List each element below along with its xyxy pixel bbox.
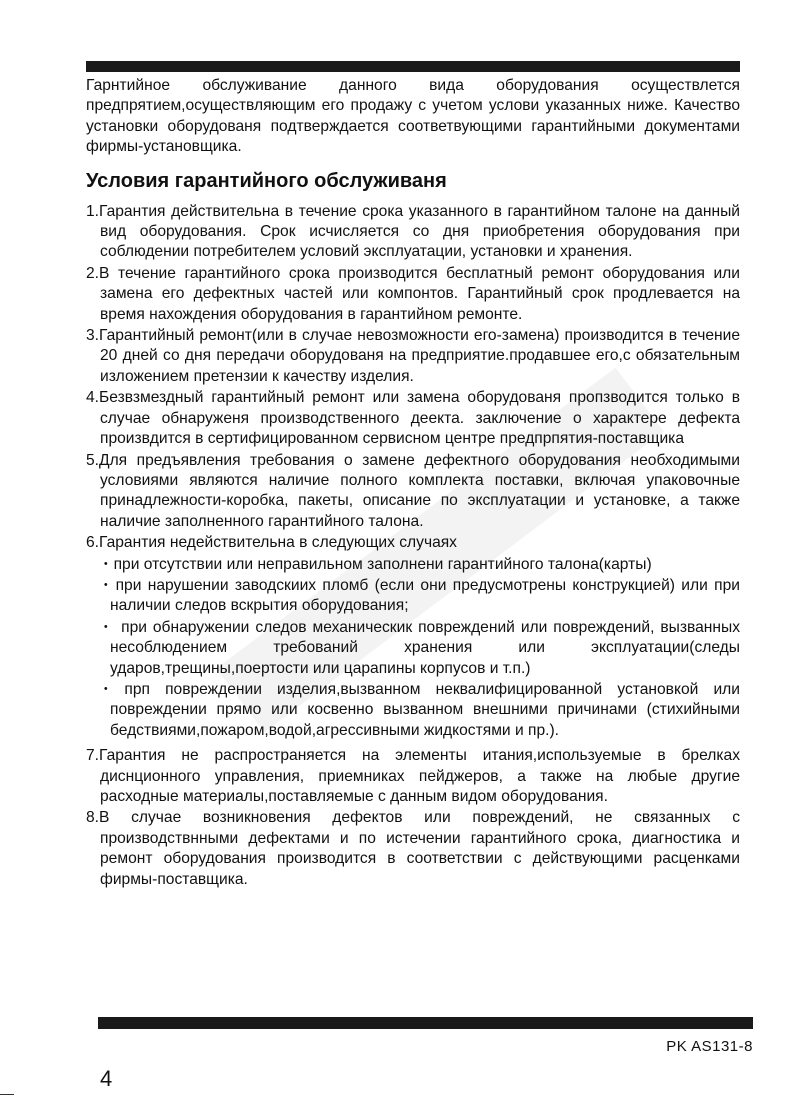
exclusion-item-3: ・ при обнаружении следов механическик повреждений или повреждений, вызванных несоблюдением требований хранения или эксплуатации(следы ударов,трещины,поертости или царапины корпусов и т.п.) [98, 618, 740, 677]
condition-item-6-text: 6.Гарантия недействительна в следующих случаях [86, 534, 457, 552]
warranty-document [86, 76, 740, 891]
condition-item-8: 8.В случае возникновения дефектов или повреждений, не связанных с производствнными дефектами и по истечении гарантийного срока, диагностика и ремонт оборудования производится в соответствии с действующими расценками фирмы-поставщика. [86, 809, 740, 888]
bottom-rule [98, 1017, 753, 1029]
conditions-list [86, 202, 740, 554]
exclusion-item-2: ・при нарушении заводскиих пломб (если они предусмотрены конструкцией) или при наличии следов вскрытия оборудования; [98, 576, 740, 615]
intro-text: Гарнтийное обслуживание данного вида оборудования осуществлется предпрятием,осуществляющим его продажу с учетом услови указанных ниже. Качество установки оборудованя подтверждается соответвующими гарантийными документами фирмы-установщика. [86, 77, 740, 156]
section-heading: Условия гарантийного обслуживаня [86, 169, 447, 192]
crop-mark [0, 1094, 14, 1095]
exclusions-list [86, 555, 740, 742]
condition-item-3: 3.Гарантийный ремонт(или в случае невозможности его-замена) производится в течение 20 дней со дня передачи оборудованя на предприятие.продавшее его,с обязательным изложением претензии к качеству изделия. [86, 327, 740, 385]
model-code: PK AS131-8 [666, 1038, 753, 1055]
intro-paragraph [86, 76, 740, 158]
condition-item-6 [86, 533, 740, 553]
top-rule [86, 61, 740, 72]
conditions-list-continued [86, 746, 740, 890]
condition-item-1: 1.Гарантия действительна в течение срока указанного в гарантийном талоне на данный вид оборудования. Срок исчисляется со дня приобретения оборудования при соблюдении потребителем условий эксплуатации, установки и хранения. [86, 202, 740, 261]
exclusion-item-1: ・при отсутствии или неправильном заполнени гарантийного талона(карты) [98, 555, 652, 573]
condition-item-7: 7.Гарантия не распространяется на элементы итания,используемые в брелках диснционного управления, приемниках пейджеров, а также на любые другие расходные материалы,поставляемые с данным видом оборудования. [86, 747, 740, 805]
page-number: 4 [100, 1066, 113, 1091]
condition-item-5: 5.Для предъявления требования о замене дефектного оборудования необходимыми условиями являются наличие полного комплекта поставки, включая упаковочные принадлежности-коробка, пакеты, описание по эксплуатации и установке, а также наличие заполненного гарантийного талона. [86, 451, 740, 530]
condition-item-2: 2.В течение гарантийного срока производится бесплатный ремонт оборудования или замена его дефектных частей или компонтов. Гарантийный срок продлевается на время нахождения оборудования в гарантийном ремонте. [86, 264, 740, 323]
condition-item-4: 4.Безвзмездный гарантийный ремонт или замена оборудованя пропзводится только в случае обнаруженя производственного деекта. заключение о характере дефекта произвдится в сертифицированном сервисном центре предпрпятия-поставщика [86, 389, 740, 448]
exclusion-item-4: ・прп повреждении изделия,вызванном неквалифицированной установкой или повреждении прямо или косвенно вызванном внешними причинами (стихийными бедствиями,пожаром,водой,агрессивными жидкостями и пр.). [98, 680, 740, 739]
